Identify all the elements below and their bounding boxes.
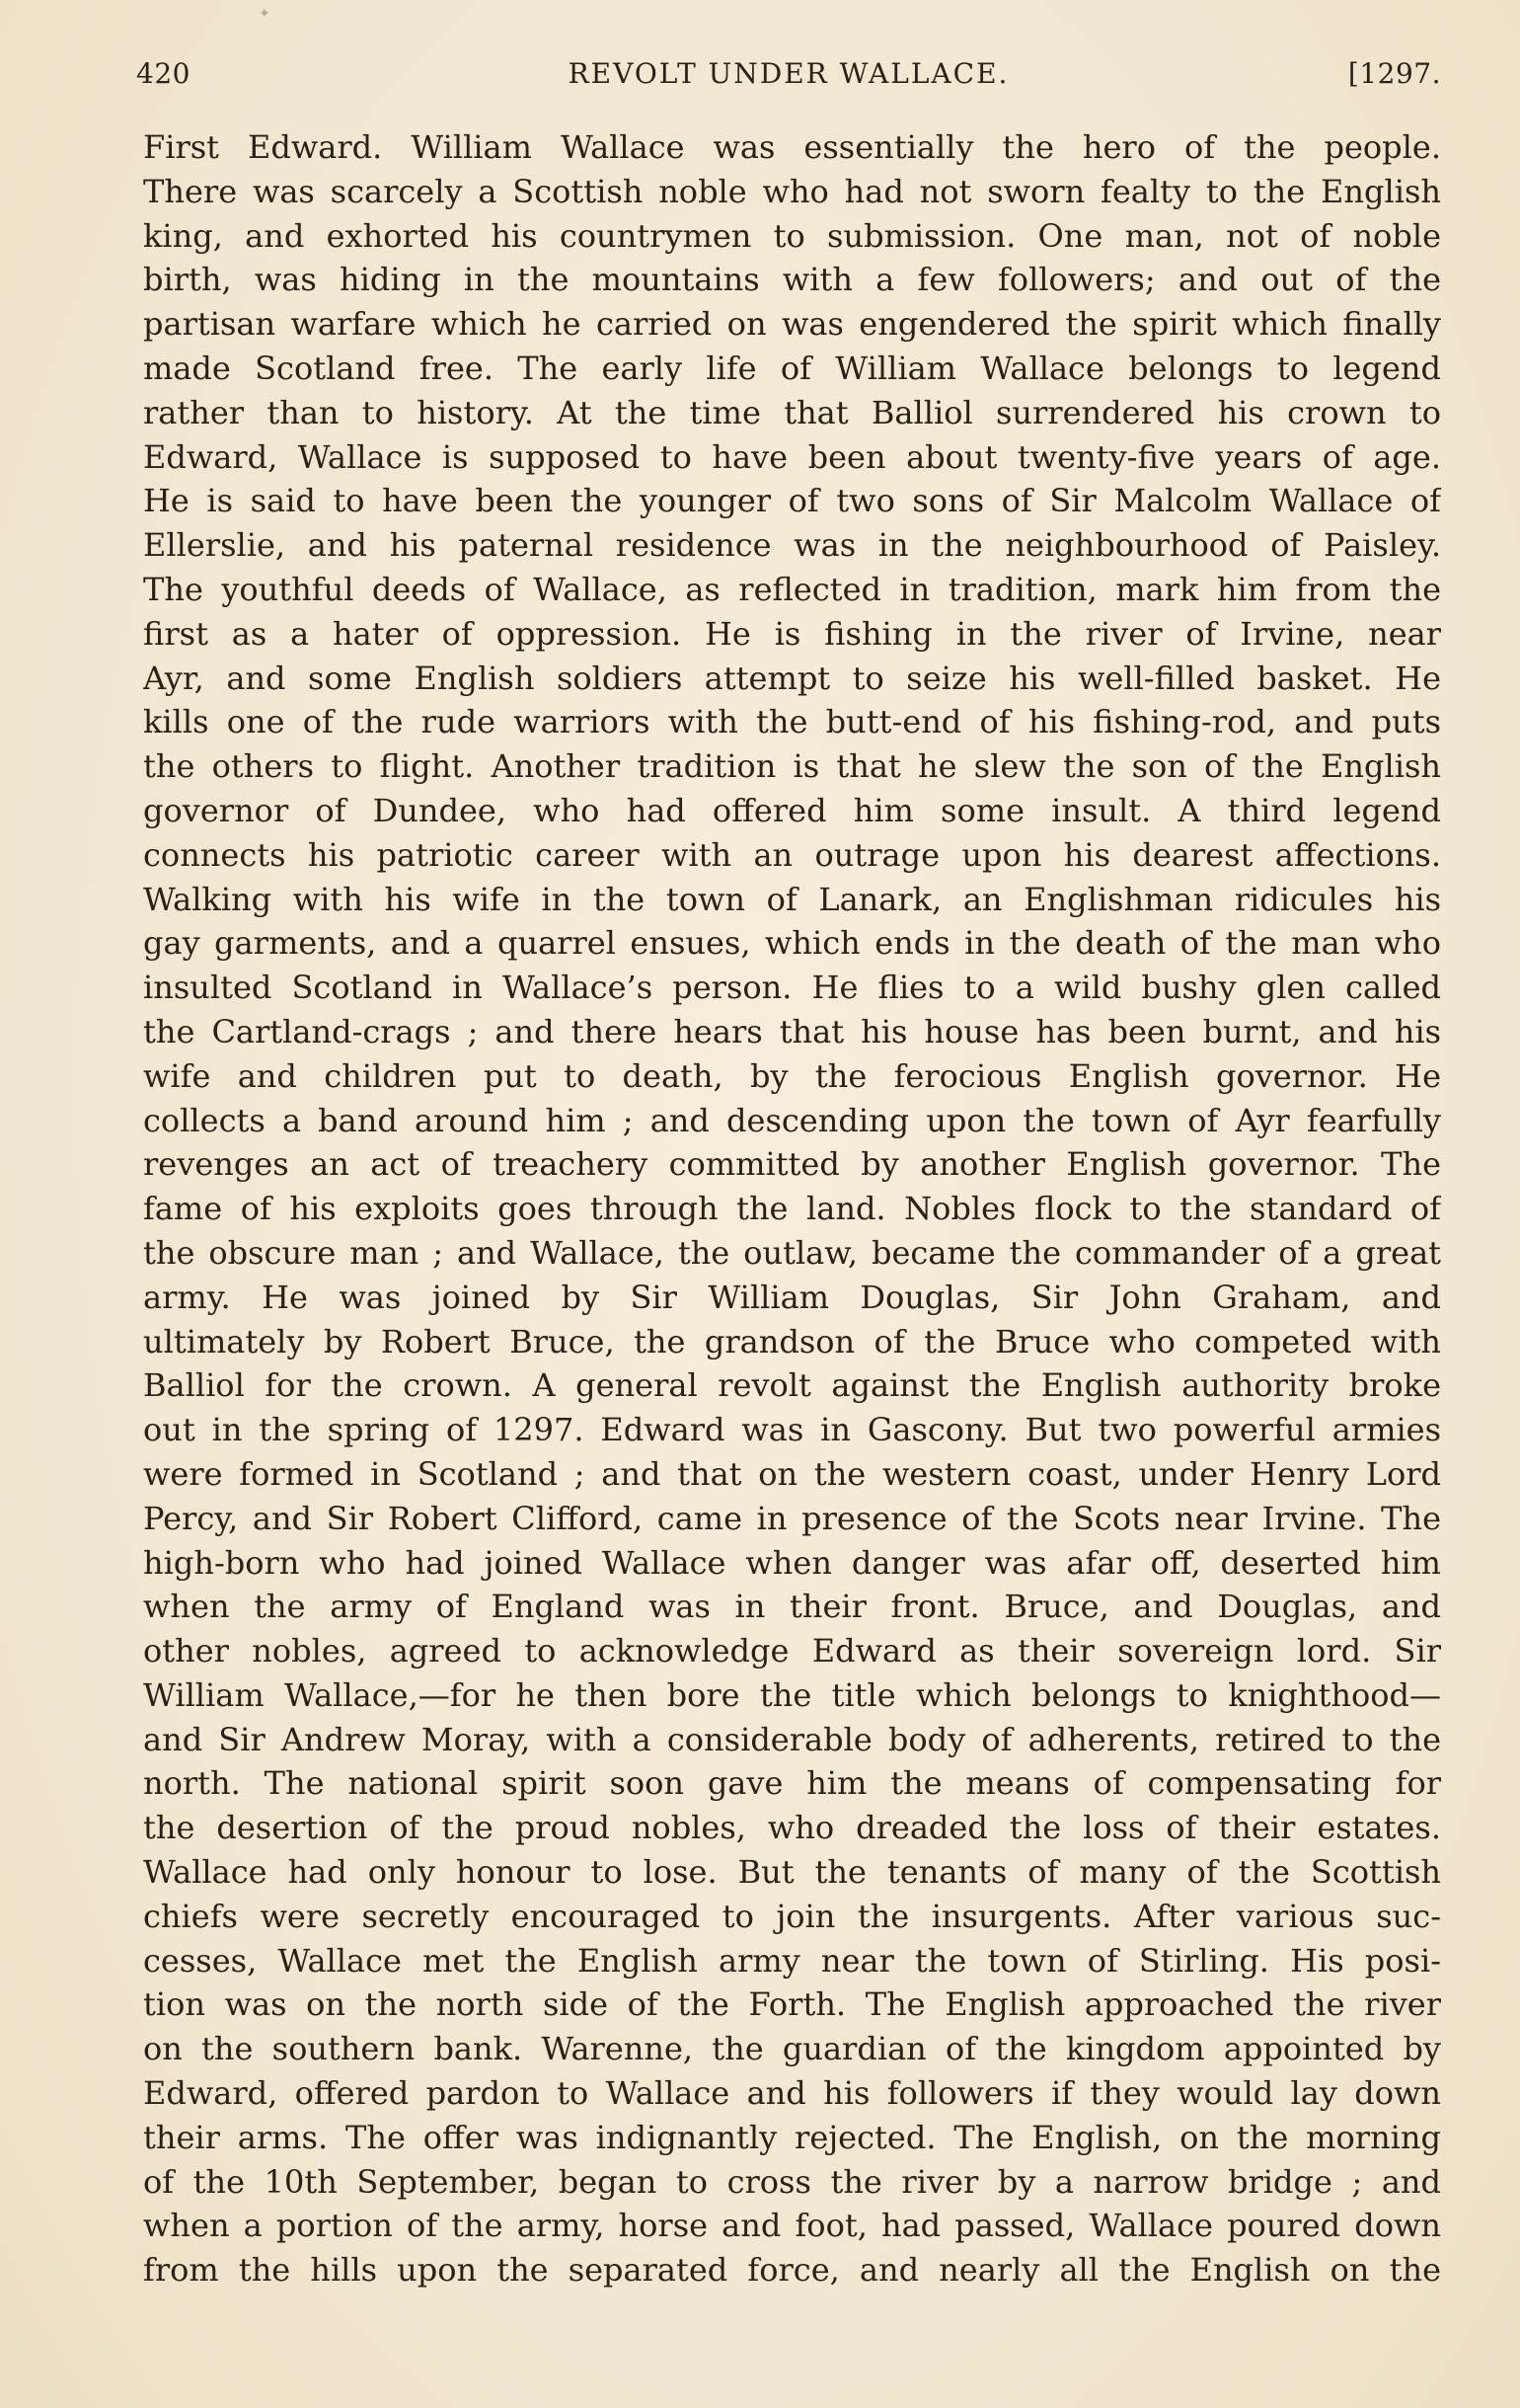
running-title: REVOLT UNDER WALLACE. — [568, 57, 1010, 90]
text-line: wife and children put to death, by the ferocious English governor. He — [143, 1056, 1441, 1095]
text-line: ultimately by Robert Bruce, the grandson of the Bruce who competed with — [143, 1322, 1441, 1360]
text-line: Ellerslie, and his paternal residence was in the neighbourhood of Paisley. — [143, 526, 1441, 565]
text-line: other nobles, agreed to acknowledge Edward as their sovereign lord. Sir — [143, 1632, 1441, 1670]
text-line: The youthful deeds of Wallace, as reflected in tradition, mark him from the — [143, 570, 1441, 608]
header-year: [1297. — [1347, 57, 1441, 90]
text-line: There was scarcely a Scottish noble who had not sworn fealty to the English — [143, 172, 1441, 210]
text-line: rather than to history. At the time that Balliol surrendered his crown to — [143, 393, 1441, 431]
text-line: chiefs were secretly encouraged to join the insurgents. After various suc- — [143, 1897, 1441, 1935]
text-line: revenges an act of treachery committed by another English governor. The — [143, 1145, 1441, 1184]
text-line: insulted Scotland in Wallace’s person. He flies to a wild bushy glen called — [143, 969, 1441, 1007]
text-line: governor of Dundee, who had offered him some insult. A third legend — [143, 791, 1441, 829]
text-line: fame of his exploits goes through the land. Nobles flock to the standard of — [143, 1190, 1441, 1228]
text-line: were formed in Scotland ; and that on the western coast, under Henry Lord — [143, 1454, 1441, 1493]
text-line: gay garments, and a quarrel ensues, which ends in the death of the man who — [143, 924, 1441, 963]
text-line: Percy, and Sir Robert Clifford, came in presence of the Scots near Irvine. The — [143, 1499, 1441, 1537]
text-line: first as a hater of oppression. He is fishing in the river of Irvine, near — [143, 614, 1441, 653]
text-line: collects a band around him ; and descending upon the town of Ayr fearfully — [143, 1101, 1441, 1139]
text-line: First Edward. William Wallace was essentially the hero of the people. — [143, 128, 1441, 166]
text-line: partisan warfare which he carried on was engendered the spirit which finally — [143, 305, 1441, 344]
text-line: made Scotland free. The early life of William Wallace belongs to legend — [143, 349, 1441, 387]
text-line: the others to flight. Another tradition is that he slew the son of the English — [143, 747, 1441, 786]
text-line: kills one of the rude warriors with the butt-end of his fishing-rod, and puts — [143, 703, 1441, 741]
ornament-mark: ✦ — [259, 6, 270, 22]
body-text — [143, 125, 1441, 2292]
text-line: their arms. The offer was indignantly rejected. The English, on the morning — [143, 2118, 1441, 2156]
text-line: Ayr, and some English soldiers attempt to seize his well-filled basket. He — [143, 659, 1441, 697]
text-line: from the hills upon the separated force, and nearly all the English on the — [143, 2251, 1441, 2290]
text-line: and Sir Andrew Moray, with a considerable body of adherents, retired to the — [143, 1720, 1441, 1758]
text-line: He is said to have been the younger of two sons of Sir Malcolm Wallace of — [143, 482, 1441, 520]
text-line: when the army of England was in their front. Bruce, and Douglas, and — [143, 1588, 1441, 1626]
text-line: Walking with his wife in the town of Lanark, an Englishman ridicules his — [143, 880, 1441, 918]
text-line: cesses, Wallace met the English army near the town of Stirling. His posi- — [143, 1941, 1441, 1980]
text-line: on the southern bank. Warenne, the guardian of the kingdom appointed by — [143, 2030, 1441, 2068]
text-line: connects his patriotic career with an outrage upon his dearest affections. — [143, 835, 1441, 874]
text-line: William Wallace,—for he then bore the title which belongs to knighthood— — [143, 1675, 1441, 1714]
text-line: the Cartland-crags ; and there hears that his house has been burnt, and his — [143, 1012, 1441, 1050]
text-line: north. The national spirit soon gave him the means of compensating for — [143, 1764, 1441, 1803]
text-line: king, and exhorted his countrymen to submission. One man, not of noble — [143, 216, 1441, 255]
page-number: 420 — [136, 57, 190, 90]
text-line: Edward, offered pardon to Wallace and his followers if they would lay down — [143, 2074, 1441, 2113]
text-line: Edward, Wallace is supposed to have been about twenty-five years of age. — [143, 437, 1441, 476]
text-line: Wallace had only honour to lose. But the tenants of many of the Scottish — [143, 1853, 1441, 1892]
text-line: the obscure man ; and Wallace, the outlaw, became the commander of a great — [143, 1233, 1441, 1272]
text-line: tion was on the north side of the Forth. The English approached the river — [143, 1985, 1441, 2024]
text-line: army. He was joined by Sir William Douglas, Sir John Graham, and — [143, 1278, 1441, 1316]
text-line: out in the spring of 1297. Edward was in Gascony. But two powerful armies — [143, 1411, 1441, 1449]
page-header — [136, 57, 1441, 107]
text-line: when a portion of the army, horse and foot, had passed, Wallace poured down — [143, 2207, 1441, 2245]
text-line: the desertion of the proud nobles, who dreaded the loss of their estates. — [143, 1809, 1441, 1847]
text-line: high-born who had joined Wallace when danger was afar off, deserted him — [143, 1543, 1441, 1582]
text-line: Balliol for the crown. A general revolt against the English authority broke — [143, 1366, 1441, 1405]
text-line: birth, was hiding in the mountains with a few followers; and out of the — [143, 261, 1441, 299]
text-line: of the 10th September, began to cross the river by a narrow bridge ; and — [143, 2162, 1441, 2201]
